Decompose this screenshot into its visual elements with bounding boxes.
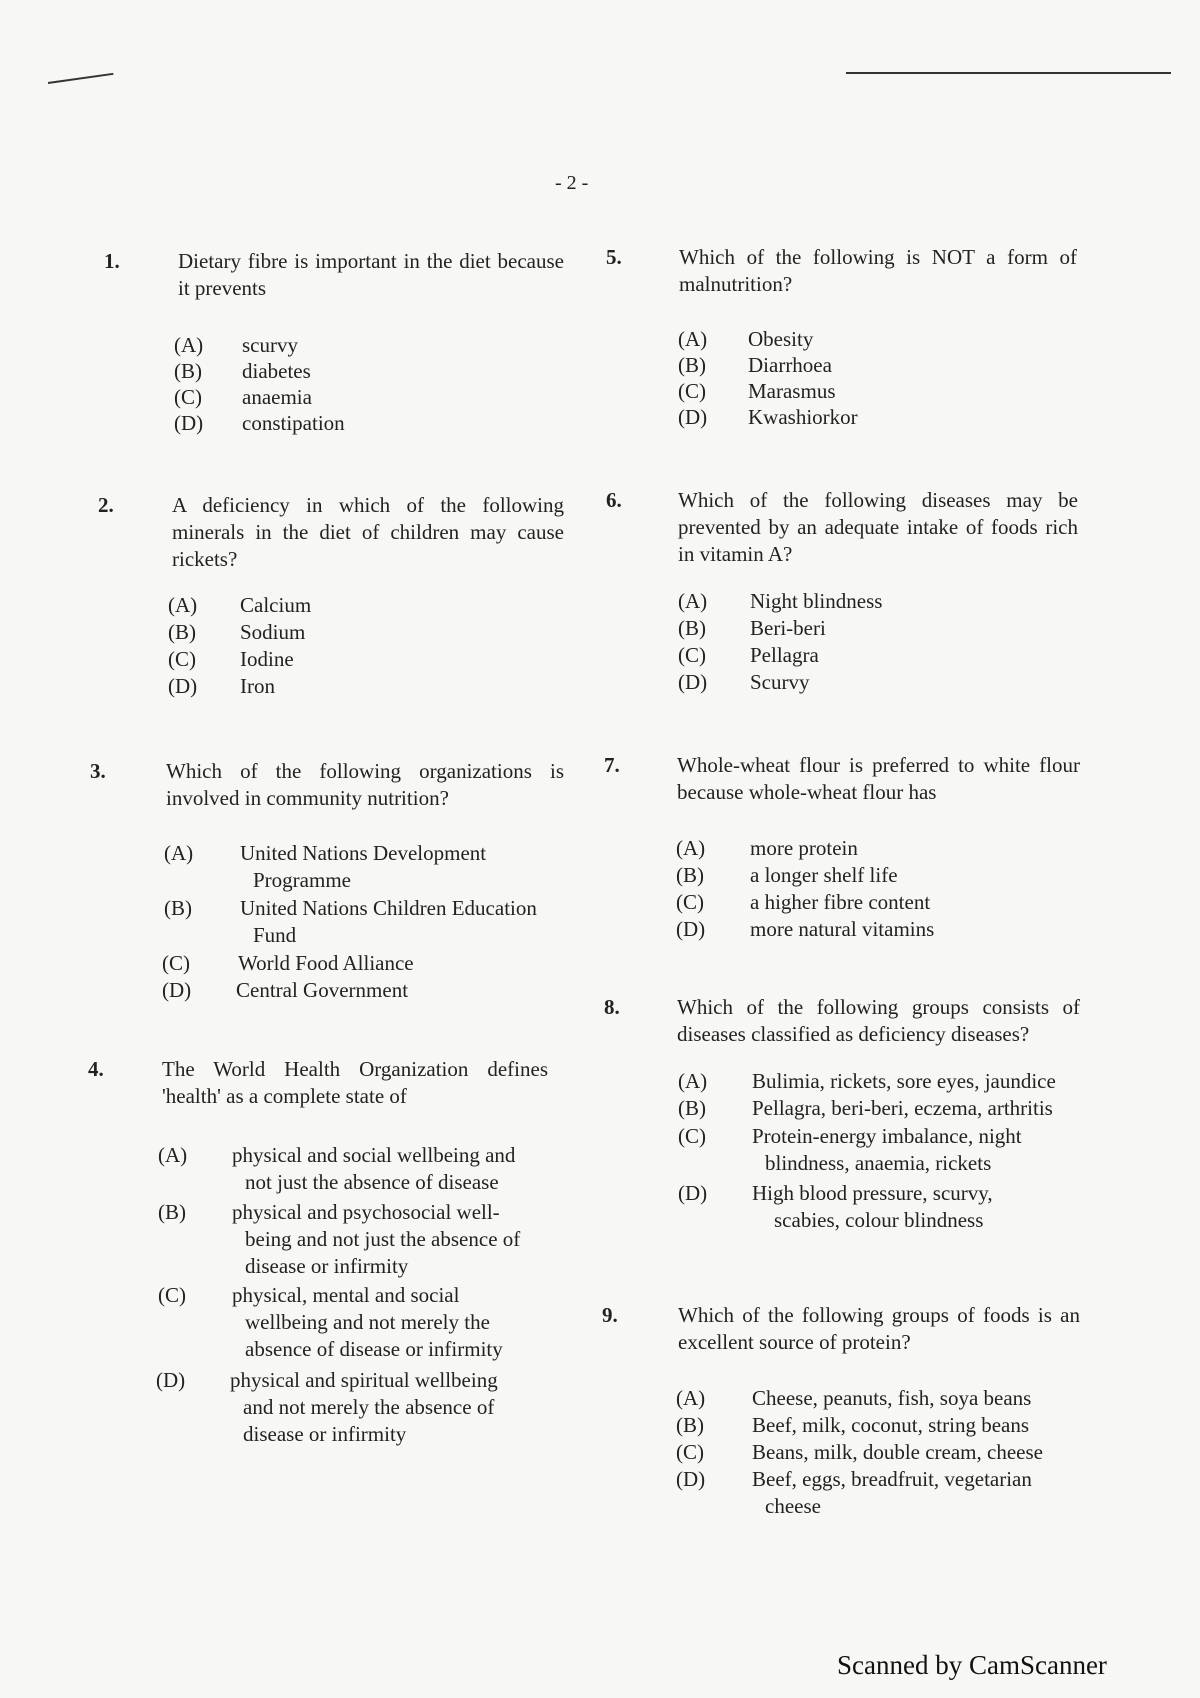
top-rule xyxy=(846,72,1171,74)
question-stem: Dietary fibre is important in the diet because it prevents xyxy=(178,249,564,300)
question-stem: Which of the following organizations is involved in community nutrition? xyxy=(166,759,564,810)
question-number: 3. xyxy=(90,759,106,783)
question-number: 2. xyxy=(98,493,114,517)
question-stem: The World Health Organization defines 'health' as a complete state of xyxy=(162,1057,548,1108)
question-stem: A deficiency in which of the following minerals in the diet of children may cause rickets? xyxy=(172,493,564,571)
question-number: 7. xyxy=(604,753,620,777)
pen-mark xyxy=(48,73,114,84)
question-number: 1. xyxy=(104,249,120,273)
question-number: 6. xyxy=(606,488,622,512)
page-number: - 2 - xyxy=(555,172,589,194)
question-stem: Which of the following groups consists of diseases classified as deficiency diseases? xyxy=(677,995,1080,1046)
question-number: 9. xyxy=(602,1303,618,1327)
question-stem: Which of the following groups of foods is an excellent source of protein? xyxy=(678,1303,1080,1354)
scanner-watermark: Scanned by CamScanner xyxy=(837,1650,1107,1680)
question-stem: Which of the following diseases may be prevented by an adequate intake of foods rich in vitamin A? xyxy=(678,488,1078,566)
question-number: 5. xyxy=(606,245,622,269)
question-stem: Whole-wheat flour is preferred to white flour because whole-wheat flour has xyxy=(677,753,1080,804)
question-number: 8. xyxy=(604,995,620,1019)
question-stem: Which of the following is NOT a form of malnutrition? xyxy=(679,245,1077,296)
question-number: 4. xyxy=(88,1057,104,1081)
